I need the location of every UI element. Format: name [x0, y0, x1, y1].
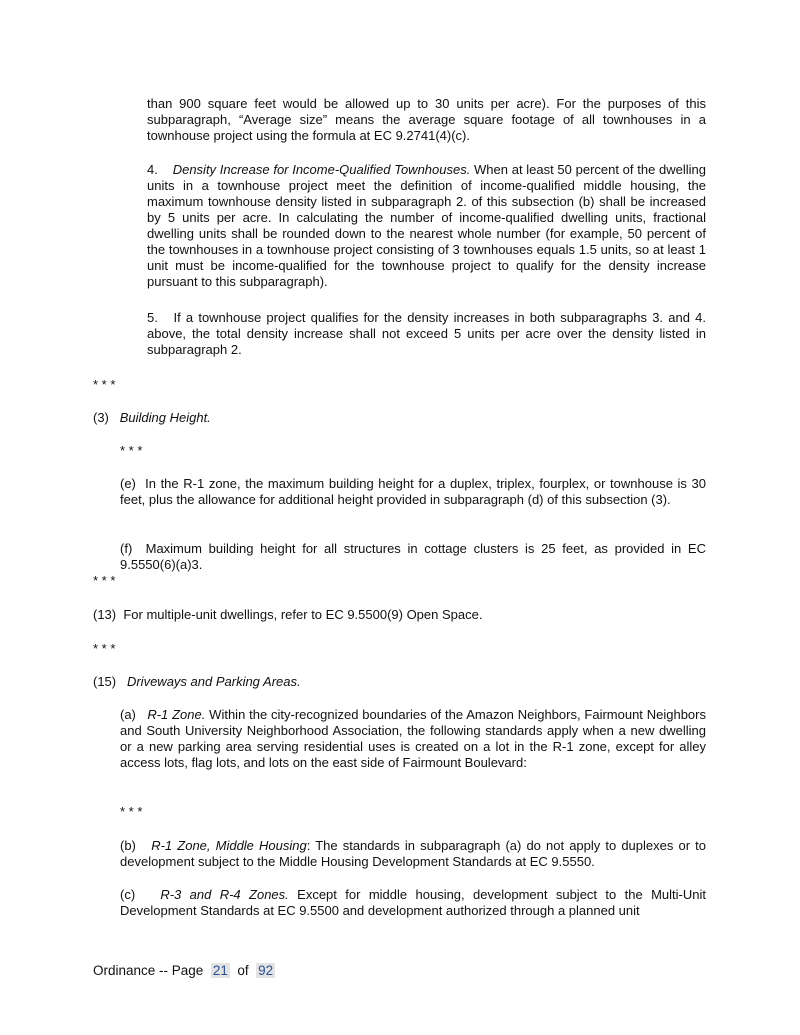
footer-of: of: [237, 963, 249, 978]
section-15-heading: [93, 674, 706, 690]
ellipsis-stars: * * *: [93, 641, 116, 656]
section-title: Driveways and Parking Areas.: [126, 674, 301, 689]
page-footer: [93, 963, 706, 979]
subparagraph-number: (c): [120, 887, 136, 902]
paragraph-5: 5. If a townhouse project qualifies for the density increases in both subparagraphs 3. and 4. above, the total density increase shall not exceed 5 units per acre over the density listed in subparagraph 2.: [147, 310, 710, 357]
subparagraph-body: Except for middle housing, development subject to the Multi-Unit Development Standards at EC 9.5500 and development authorized through a planned unit: [120, 887, 706, 918]
ellipsis-stars: * * *: [93, 573, 116, 588]
paragraph-title: Density Increase for Income-Qualified Townhouses.: [172, 162, 471, 177]
section-title: Building Height.: [119, 410, 211, 425]
paragraph-body: When at least 50 percent of the dwelling units in a townhouse project meet the definition of income-qualified middle housing, the maximum townhouse density listed in subparagraph 2. of this subsection (b) shall be increased by 5 units per acre. In calculating the number of income-qualified dwelling units, fractional dwelling units shall be rounded down to the nearest whole number (for example, 50 percent of the townhouses in a townhouse project consisting of 3 townhouses equals 1.5 units, so at least 1 unit must be income-qualified for the townhouse project to qualify for the density increase pursuant to this subparagraph).: [147, 162, 706, 289]
total-pages: 92: [258, 963, 274, 978]
subparagraph-title: R-1 Zone, Middle Housing: [151, 838, 307, 853]
ellipsis-stars: * * *: [120, 804, 143, 819]
subparagraph-e: (e) In the R-1 zone, the maximum building height for a duplex, triplex, fourplex, or townhouse is 30 feet, plus the allowance for additional height provided in subparagraph (d) of this subsection (3).: [120, 476, 710, 507]
subparagraph-a: [120, 707, 706, 771]
subparagraph-title: R-3 and R-4 Zones.: [160, 887, 289, 902]
section-13: (13) For multiple-unit dwellings, refer to EC 9.5500(9) Open Space.: [93, 607, 483, 622]
subparagraph-b: [120, 838, 706, 870]
paragraph-4: [147, 162, 706, 290]
paragraph-3-continued: than 900 square feet would be allowed up to 30 units per acre). For the purposes of this subparagraph, “Average size” means the average square footage of all townhouses in a townhouse project using the formula at EC 9.2741(4)(c).: [147, 96, 706, 143]
section-number: (3): [93, 410, 109, 425]
subparagraph-title: R-1 Zone.: [147, 707, 206, 722]
section-number: (15): [93, 674, 117, 689]
subparagraph-body: Within the city-recognized boundaries of the Amazon Neighbors, Fairmount Neighbors and South University Neighborhood Association, the following standards apply when a new dwelling or a new parking area serving residential uses is created on a lot in the R-1 zone, except for alley access lots, flag lots, and lots on the east side of Fairmount Boulevard:: [120, 707, 706, 770]
current-page-number: 21: [212, 963, 228, 978]
ellipsis-stars: * * *: [120, 443, 143, 458]
paragraph-number: 4.: [147, 162, 158, 177]
section-3-heading: [93, 410, 706, 426]
subparagraph-body: : The standards in subparagraph (a) do not apply to duplexes or to development subject to the Middle Housing Development Standards at EC 9.5550.: [120, 838, 706, 869]
subparagraph-number: (b): [120, 838, 136, 853]
subparagraph-c: [120, 887, 706, 919]
ellipsis-stars: * * *: [93, 377, 116, 392]
subparagraph-f: (f) Maximum building height for all structures in cottage clusters is 25 feet, as provided in EC 9.5550(6)(a)3.: [120, 541, 710, 572]
footer-label: Ordinance -- Page: [93, 963, 204, 978]
subparagraph-number: (a): [120, 707, 136, 722]
